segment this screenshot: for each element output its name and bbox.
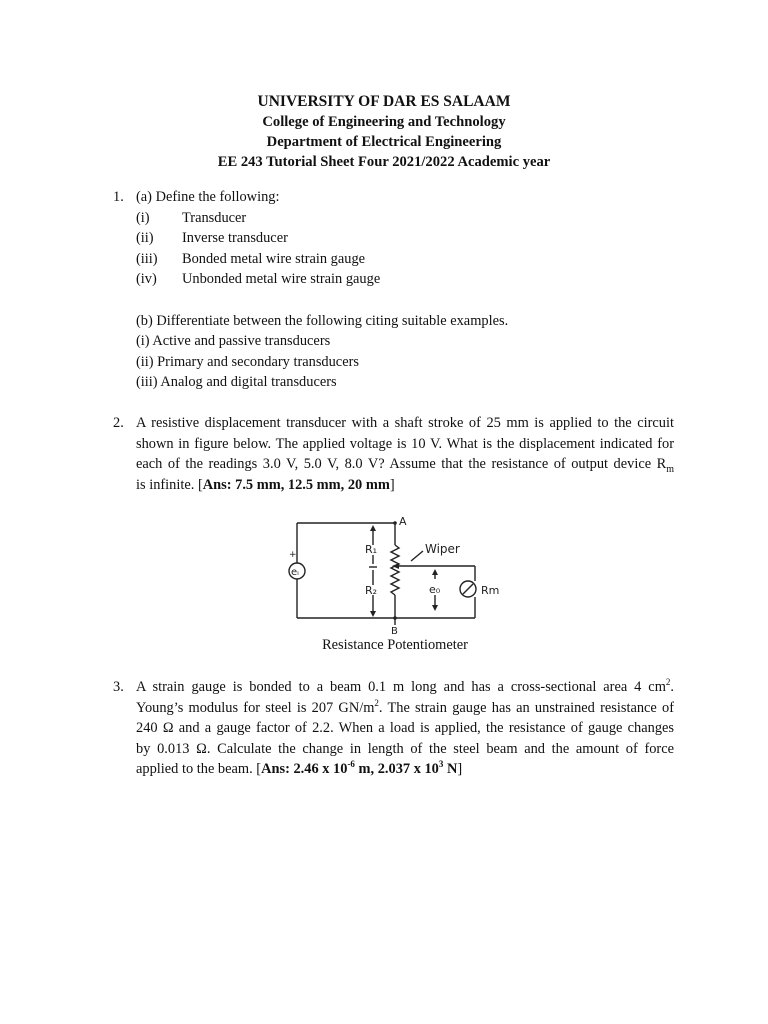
paragraph-line: 240 Ω and a gauge factor of 2.2. When a load is applied, the resistance of gauge changes bbox=[136, 720, 674, 737]
document-header bbox=[0, 92, 768, 172]
part-a-heading: (a) Define the following: bbox=[136, 189, 280, 205]
question-number: 1. bbox=[113, 189, 124, 205]
paragraph-line: each of the readings 3.0 V, 5.0 V, 8.0 V? Assume that the resistance of output device $R_m$ bbox=[136, 456, 674, 476]
r1-label: R₁ bbox=[365, 543, 378, 556]
node-a-label: A bbox=[399, 515, 407, 528]
list-item: (i) Transducer bbox=[136, 209, 247, 226]
list-item: (i) Active and passive transducers bbox=[136, 333, 331, 350]
plus-sign: + bbox=[289, 550, 297, 560]
university-title: UNIVERSITY OF DAR ES SALAAM bbox=[257, 93, 511, 110]
r2-label: R₂ bbox=[365, 584, 378, 597]
part-b-heading: (b) Differentiate between the following citing suitable examples. bbox=[136, 312, 509, 329]
paragraph-line: shown in figure below. The applied voltage is 10 V. What is the displacement indicated for bbox=[136, 435, 674, 452]
course-title: EE 243 Tutorial Sheet Four 2021/2022 Academic year bbox=[217, 154, 551, 170]
paragraph-line: by 0.013 Ω. Calculate the change in length of the steel beam and the amount of force bbox=[136, 740, 674, 757]
department-title: Department of Electrical Engineering bbox=[266, 134, 502, 150]
paragraph-line: is infinite. [Ans: 7.5 mm, 12.5 mm, 20 mm] bbox=[136, 476, 395, 493]
paragraph-line: A strain gauge is bonded to a beam 0.1 m long and has a cross-sectional area 4 $cm^2$. bbox=[136, 677, 674, 695]
eo-label: e₀ bbox=[429, 583, 441, 596]
question-number: 2. bbox=[113, 415, 124, 431]
paragraph-line: applied to the beam. [Ans: 2.46 x $10^{-6}$ m, 2.037 x $10^3$ N] bbox=[136, 759, 463, 778]
list-item: (iii) Bonded metal wire strain gauge bbox=[136, 250, 366, 267]
paragraph-line: Young’s modulus for steel is 207 $GN/m^2$. The strain gauge has an unstrained resistance of bbox=[136, 697, 674, 716]
question-number: 3. bbox=[113, 679, 124, 695]
answer-text: Ans: 2.46 x $10^{-6}$ m, 2.037 x $10^3$ N bbox=[261, 759, 458, 778]
paragraph-line: A resistive displacement transducer with a shaft stroke of 25 mm is applied to the circuit bbox=[136, 415, 674, 431]
figure-caption: Resistance Potentiometer bbox=[322, 637, 468, 653]
list-item: (iv) Unbonded metal wire strain gauge bbox=[136, 271, 381, 288]
list-item: (ii) Primary and secondary transducers bbox=[136, 353, 359, 370]
node-b-label: B bbox=[391, 626, 398, 636]
list-item: (iii) Analog and digital transducers bbox=[136, 374, 337, 391]
ei-label: eᵢ bbox=[291, 567, 299, 578]
list-item: (ii) Inverse transducer bbox=[136, 230, 288, 247]
college-title: College of Engineering and Technology bbox=[262, 114, 506, 130]
wiper-label: Wiper bbox=[425, 542, 460, 556]
potentiometer-circuit-diagram bbox=[285, 513, 510, 636]
answer-text: Ans: 7.5 mm, 12.5 mm, 20 mm bbox=[202, 476, 390, 493]
rm-label: Rm bbox=[481, 584, 500, 597]
